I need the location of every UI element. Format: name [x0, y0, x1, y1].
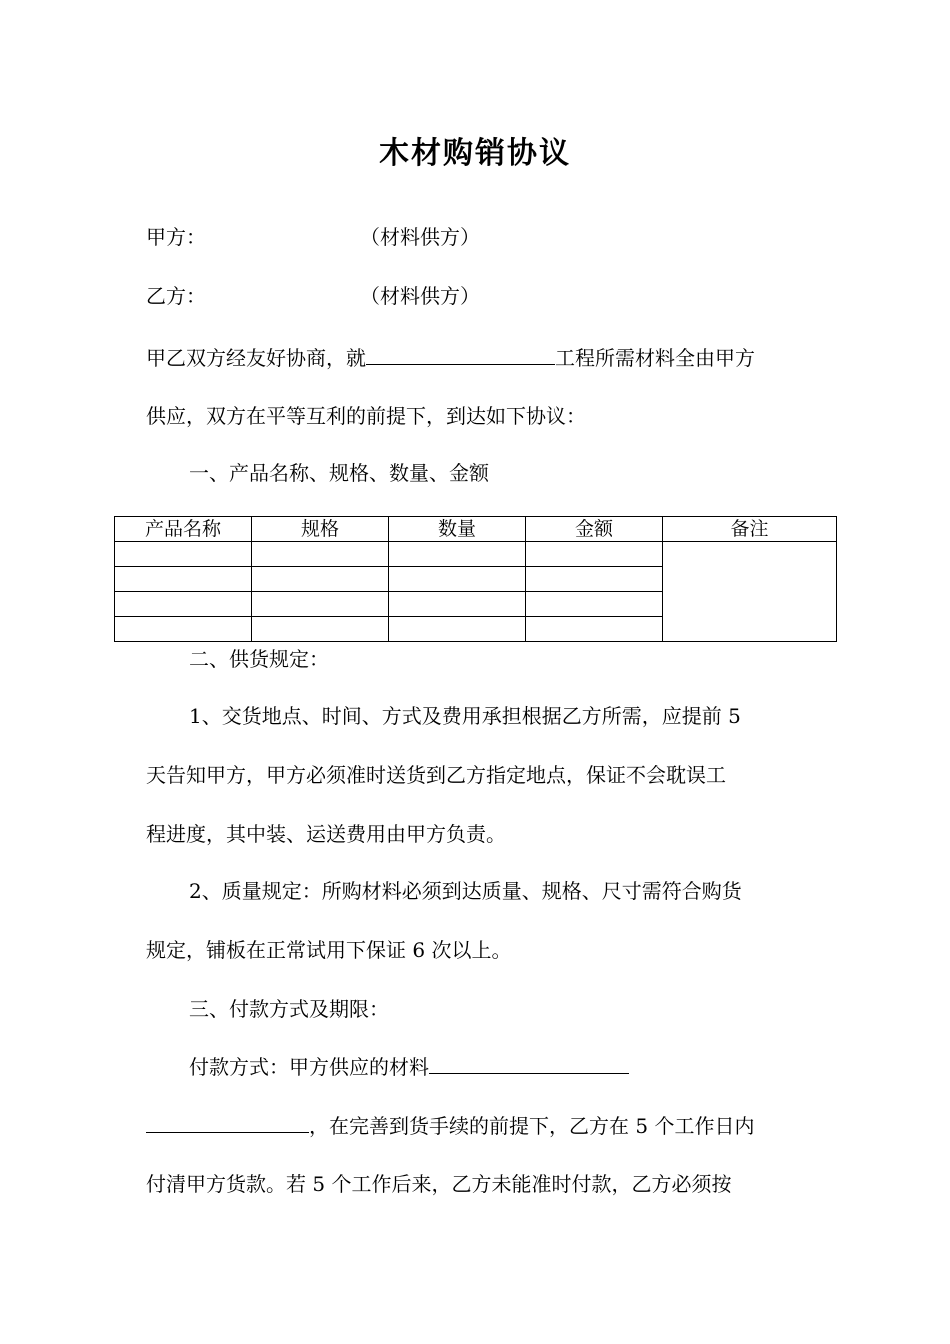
party-b-label: 乙方： [146, 284, 206, 308]
table-cell[interactable] [115, 592, 252, 617]
table-cell[interactable] [389, 567, 526, 592]
header-remarks: 备注 [663, 517, 837, 542]
payment-line-3: 付清甲方货款。若 5 个工作后来，乙方未能准时付款，乙方必须按 [146, 1172, 732, 1196]
header-product-name: 产品名称 [115, 517, 252, 542]
section3-heading: 三、付款方式及期限： [189, 997, 389, 1021]
project-name-blank[interactable] [366, 344, 555, 365]
clause1-line-2: 天告知甲方，甲方必须准时送货到乙方指定地点，保证不会耽误工 [146, 763, 726, 787]
intro-text-2: 工程所需材料全由甲方 [555, 346, 755, 370]
table-cell[interactable] [252, 592, 389, 617]
table-cell[interactable] [252, 617, 389, 642]
section1-heading: 一、产品名称、规格、数量、金额 [189, 461, 489, 485]
remarks-cell[interactable] [663, 542, 837, 642]
clause2-line-2: 规定，铺板在正常试用下保证 6 次以上。 [146, 938, 512, 962]
party-a-note: （材料供方） [360, 225, 480, 249]
table-cell[interactable] [389, 617, 526, 642]
payment-method-blank-2[interactable] [146, 1112, 309, 1133]
intro-text-1: 甲乙双方经友好协商，就 [146, 346, 366, 370]
payment-method-blank[interactable] [429, 1053, 629, 1074]
table-cell[interactable] [526, 617, 663, 642]
table-cell[interactable] [526, 592, 663, 617]
header-spec: 规格 [252, 517, 389, 542]
clause1-line-3: 程进度，其中装、运送费用由甲方负责。 [146, 822, 506, 846]
payment-line-2 [146, 1112, 754, 1139]
table-row [115, 542, 837, 567]
intro-line-1 [146, 344, 755, 371]
table-cell[interactable] [115, 567, 252, 592]
table-cell[interactable] [115, 617, 252, 642]
section2-heading: 二、供货规定： [189, 647, 329, 671]
table-header-row [115, 517, 837, 542]
table-cell[interactable] [252, 567, 389, 592]
products-table [114, 516, 837, 642]
payment-text-2: ，在完善到货手续的前提下，乙方在 5 个工作日内 [309, 1114, 755, 1138]
party-b-note: （材料供方） [360, 284, 480, 308]
clause2-line-1: 2、质量规定：所购材料必须到达质量、规格、尺寸需符合购货 [189, 879, 742, 903]
party-a-label: 甲方： [146, 225, 206, 249]
header-quantity: 数量 [389, 517, 526, 542]
clause1-line-1: 1、交货地点、时间、方式及费用承担根据乙方所需，应提前 5 [189, 704, 741, 728]
table-cell[interactable] [389, 542, 526, 567]
table-cell[interactable] [389, 592, 526, 617]
table-cell[interactable] [252, 542, 389, 567]
intro-line-2: 供应，双方在平等互利的前提下，到达如下协议： [146, 404, 586, 428]
table-cell[interactable] [526, 567, 663, 592]
header-amount: 金额 [526, 517, 663, 542]
table-cell[interactable] [526, 542, 663, 567]
payment-text-1: 付款方式：甲方供应的材料 [189, 1055, 429, 1079]
payment-line-1 [189, 1053, 629, 1080]
table-cell[interactable] [115, 542, 252, 567]
document-title: 木材购销协议 [379, 136, 571, 171]
